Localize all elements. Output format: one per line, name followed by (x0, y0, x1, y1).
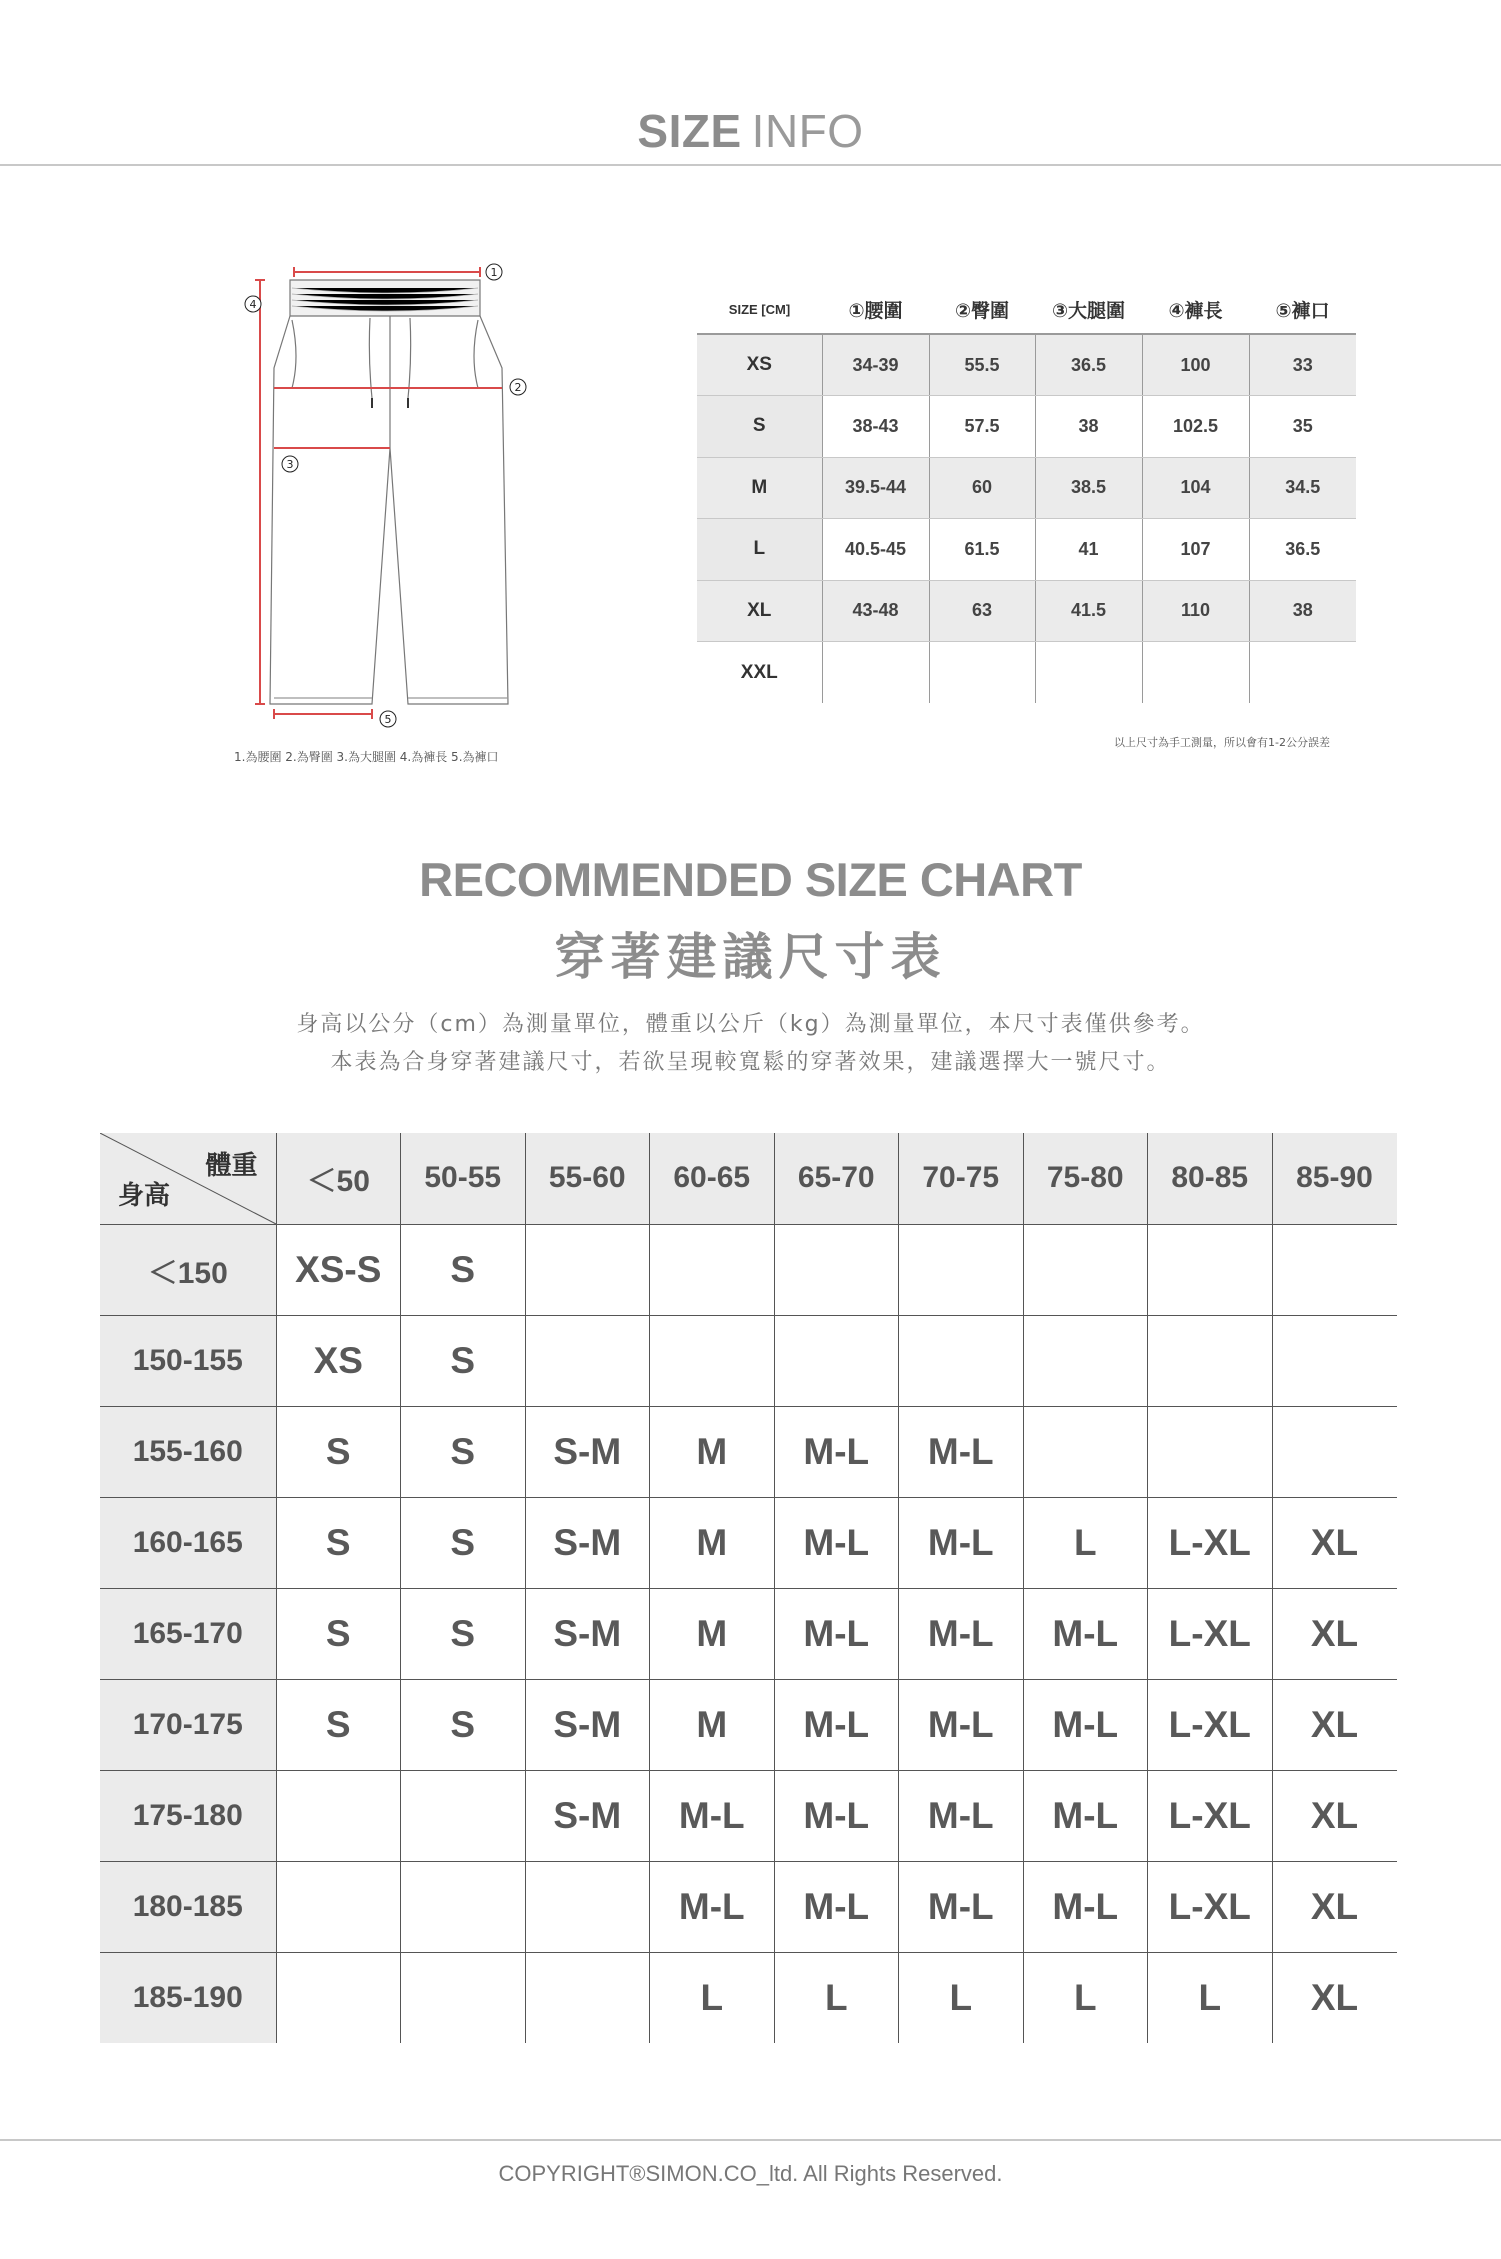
size-cell: S (276, 1406, 401, 1497)
diagram-legend: 1.為腰圍 2.為臀圍 3.為大腿圍 4.為褲長 5.為褲口 (234, 750, 499, 764)
header-size: SIZE [CM] (728, 302, 791, 317)
table-cell: 43-48 (822, 580, 929, 642)
svg-text:1: 1 (490, 266, 498, 279)
size-cell: S (276, 1497, 401, 1588)
size-cell: M-L (1023, 1861, 1148, 1952)
height-label: 150-155 (100, 1315, 276, 1406)
table-cell: 33 (1249, 334, 1356, 396)
size-label: L (697, 519, 822, 581)
table-cell: 57.5 (929, 396, 1035, 458)
table-row (697, 457, 1356, 519)
size-cell: XL (1272, 1497, 1397, 1588)
measurement-table (697, 286, 1356, 703)
title-light: INFO (751, 105, 864, 157)
table-cell: 100 (1142, 334, 1249, 396)
table-cell: 41 (1035, 519, 1142, 581)
page-title (0, 104, 1501, 158)
size-cell (525, 1315, 650, 1406)
size-cell: L-XL (1148, 1588, 1273, 1679)
pants-diagram (230, 258, 560, 738)
size-cell: M-L (774, 1861, 899, 1952)
table-cell: 36.5 (1035, 334, 1142, 396)
size-cell (401, 1770, 526, 1861)
size-cell: M-L (1023, 1770, 1148, 1861)
weight-header: 80-85 (1148, 1133, 1273, 1224)
size-cell (1272, 1315, 1397, 1406)
size-cell (1023, 1224, 1148, 1315)
weight-header: ＜50 (276, 1133, 401, 1224)
size-cell (1272, 1406, 1397, 1497)
size-cell: S (401, 1406, 526, 1497)
table-row (100, 1406, 1397, 1497)
corner-weight-label: 體重 (205, 1151, 258, 1181)
size-cell: M-L (650, 1770, 775, 1861)
table-cell: 34.5 (1249, 457, 1356, 519)
height-label: ＜150 (100, 1224, 276, 1315)
height-label: 185-190 (100, 1952, 276, 2043)
table-cell (822, 642, 929, 704)
table-cell (929, 642, 1035, 704)
recommend-note-1: 身高以公分（cm）為測量單位，體重以公斤（kg）為測量單位，本尺寸表僅供參考。 (296, 1012, 1205, 1037)
recommend-body (100, 1224, 1397, 2043)
table-row (697, 334, 1356, 396)
table-cell: 35 (1249, 396, 1356, 458)
weight-header: 70-75 (899, 1133, 1024, 1224)
height-label: 155-160 (100, 1406, 276, 1497)
table-cell: 38.5 (1035, 457, 1142, 519)
table-cell: 34-39 (822, 334, 929, 396)
size-cell: M-L (774, 1497, 899, 1588)
size-cell: XL (1272, 1588, 1397, 1679)
size-cell: L (650, 1952, 775, 2043)
size-cell: M-L (899, 1861, 1024, 1952)
size-cell (1023, 1315, 1148, 1406)
size-label: XL (697, 580, 822, 642)
bottom-divider (0, 2139, 1501, 2141)
table-row (100, 1497, 1397, 1588)
size-cell: S-M (525, 1497, 650, 1588)
size-cell (276, 1770, 401, 1861)
size-cell: L (774, 1952, 899, 2043)
table-cell: 61.5 (929, 519, 1035, 581)
size-cell: L-XL (1148, 1497, 1273, 1588)
table-row (100, 1679, 1397, 1770)
table-cell: 39.5-44 (822, 457, 929, 519)
size-cell (899, 1315, 1024, 1406)
size-cell: S (401, 1497, 526, 1588)
weight-header: 60-65 (650, 1133, 775, 1224)
weight-header: 75-80 (1023, 1133, 1148, 1224)
table-row (697, 519, 1356, 581)
top-divider (0, 164, 1501, 166)
table-row (100, 1315, 1397, 1406)
size-cell (276, 1952, 401, 2043)
size-cell: S (276, 1588, 401, 1679)
size-cell (774, 1315, 899, 1406)
size-cell: M-L (650, 1861, 775, 1952)
corner-height-label: 身高 (118, 1180, 171, 1211)
table-cell: 38 (1035, 396, 1142, 458)
size-cell: M (650, 1588, 775, 1679)
table-row (100, 1588, 1397, 1679)
size-cell (1023, 1406, 1148, 1497)
size-cell (1148, 1315, 1273, 1406)
size-cell: L-XL (1148, 1861, 1273, 1952)
size-cell: XL (1272, 1861, 1397, 1952)
size-cell: M (650, 1406, 775, 1497)
table-row (697, 580, 1356, 642)
size-label: M (697, 457, 822, 519)
size-cell: S-M (525, 1588, 650, 1679)
table-row (100, 1770, 1397, 1861)
recommend-title-zh: 穿著建議尺寸表 (554, 928, 947, 986)
size-cell: S (401, 1224, 526, 1315)
size-cell (774, 1224, 899, 1315)
header-length: ④褲長 (1168, 300, 1223, 322)
size-cell: L (899, 1952, 1024, 2043)
measurement-header-row (697, 286, 1356, 334)
size-cell: M-L (774, 1406, 899, 1497)
size-cell: M-L (1023, 1679, 1148, 1770)
table-cell: 60 (929, 457, 1035, 519)
size-cell: S (401, 1679, 526, 1770)
table-row (100, 1861, 1397, 1952)
recommend-table (100, 1133, 1397, 2043)
size-cell: M-L (899, 1770, 1024, 1861)
svg-text:2: 2 (514, 381, 522, 394)
size-cell (1148, 1224, 1273, 1315)
title-bold: SIZE (637, 105, 742, 157)
size-cell: S (401, 1588, 526, 1679)
svg-text:5: 5 (384, 713, 392, 726)
size-label: S (697, 396, 822, 458)
size-cell: S-M (525, 1406, 650, 1497)
height-label: 165-170 (100, 1588, 276, 1679)
table-row (697, 642, 1356, 704)
corner-cell (100, 1133, 276, 1224)
size-cell (1272, 1224, 1397, 1315)
size-cell: XS-S (276, 1224, 401, 1315)
height-label: 175-180 (100, 1770, 276, 1861)
svg-text:3: 3 (286, 458, 294, 471)
weight-header: 50-55 (401, 1133, 526, 1224)
table-cell (1142, 642, 1249, 704)
size-cell: L-XL (1148, 1770, 1273, 1861)
size-label: XS (697, 334, 822, 396)
weight-header: 85-90 (1272, 1133, 1397, 1224)
table-cell (1035, 642, 1142, 704)
size-cell: S-M (525, 1679, 650, 1770)
size-cell (525, 1952, 650, 2043)
size-cell: M-L (899, 1406, 1024, 1497)
size-cell (650, 1224, 775, 1315)
header-waist: ①腰圍 (848, 300, 903, 322)
recommend-note-2: 本表為合身穿著建議尺寸，若欲呈現較寬鬆的穿著效果，建議選擇大一號尺寸。 (330, 1050, 1171, 1075)
table-row (100, 1224, 1397, 1315)
weight-header: 65-70 (774, 1133, 899, 1224)
size-cell: L (1023, 1497, 1148, 1588)
size-cell (899, 1224, 1024, 1315)
size-cell: M-L (899, 1497, 1024, 1588)
size-cell (401, 1952, 526, 2043)
size-cell: L-XL (1148, 1679, 1273, 1770)
table-row (697, 396, 1356, 458)
svg-text:4: 4 (249, 298, 257, 311)
table-cell: 110 (1142, 580, 1249, 642)
table-cell: 55.5 (929, 334, 1035, 396)
size-cell: M-L (1023, 1588, 1148, 1679)
size-cell: S (276, 1679, 401, 1770)
table-cell: 102.5 (1142, 396, 1249, 458)
recommend-title-en: RECOMMENDED SIZE CHART (419, 853, 1082, 906)
size-cell: M-L (774, 1588, 899, 1679)
size-label: XXL (697, 642, 822, 704)
header-hip: ②臀圍 (954, 300, 1010, 322)
header-hem: ⑤褲口 (1275, 300, 1330, 322)
header-thigh: ③大腿圍 (1051, 300, 1126, 322)
table-row (100, 1952, 1397, 2043)
size-cell (401, 1861, 526, 1952)
size-cell: M-L (899, 1588, 1024, 1679)
size-cell (276, 1861, 401, 1952)
size-cell: L (1023, 1952, 1148, 2043)
size-cell: M (650, 1679, 775, 1770)
size-cell: S-M (525, 1770, 650, 1861)
measurement-note: 以上尺寸為手工測量，所以會有1-2公分誤差 (1114, 736, 1330, 749)
table-cell: 41.5 (1035, 580, 1142, 642)
table-cell: 38 (1249, 580, 1356, 642)
table-cell: 38-43 (822, 396, 929, 458)
size-cell (525, 1861, 650, 1952)
height-label: 170-175 (100, 1679, 276, 1770)
size-cell (1148, 1406, 1273, 1497)
table-cell: 40.5-45 (822, 519, 929, 581)
copyright: COPYRIGHT®SIMON.CO_ltd. All Rights Reserved. (498, 2161, 1003, 2186)
table-cell: 63 (929, 580, 1035, 642)
height-label: 160-165 (100, 1497, 276, 1588)
table-cell: 36.5 (1249, 519, 1356, 581)
table-cell: 107 (1142, 519, 1249, 581)
pants-illustration (230, 258, 560, 738)
size-cell: XL (1272, 1679, 1397, 1770)
size-cell: L (1148, 1952, 1273, 2043)
weight-header: 55-60 (525, 1133, 650, 1224)
size-cell: S (401, 1315, 526, 1406)
weight-header-row (100, 1133, 1397, 1224)
size-cell: XS (276, 1315, 401, 1406)
size-cell: XL (1272, 1770, 1397, 1861)
size-cell: M-L (774, 1679, 899, 1770)
size-cell: M-L (899, 1679, 1024, 1770)
size-cell: M-L (774, 1770, 899, 1861)
size-cell: XL (1272, 1952, 1397, 2043)
table-cell (1249, 642, 1356, 704)
size-cell: M (650, 1497, 775, 1588)
height-label: 180-185 (100, 1861, 276, 1952)
table-cell: 104 (1142, 457, 1249, 519)
size-cell (525, 1224, 650, 1315)
size-cell (650, 1315, 775, 1406)
